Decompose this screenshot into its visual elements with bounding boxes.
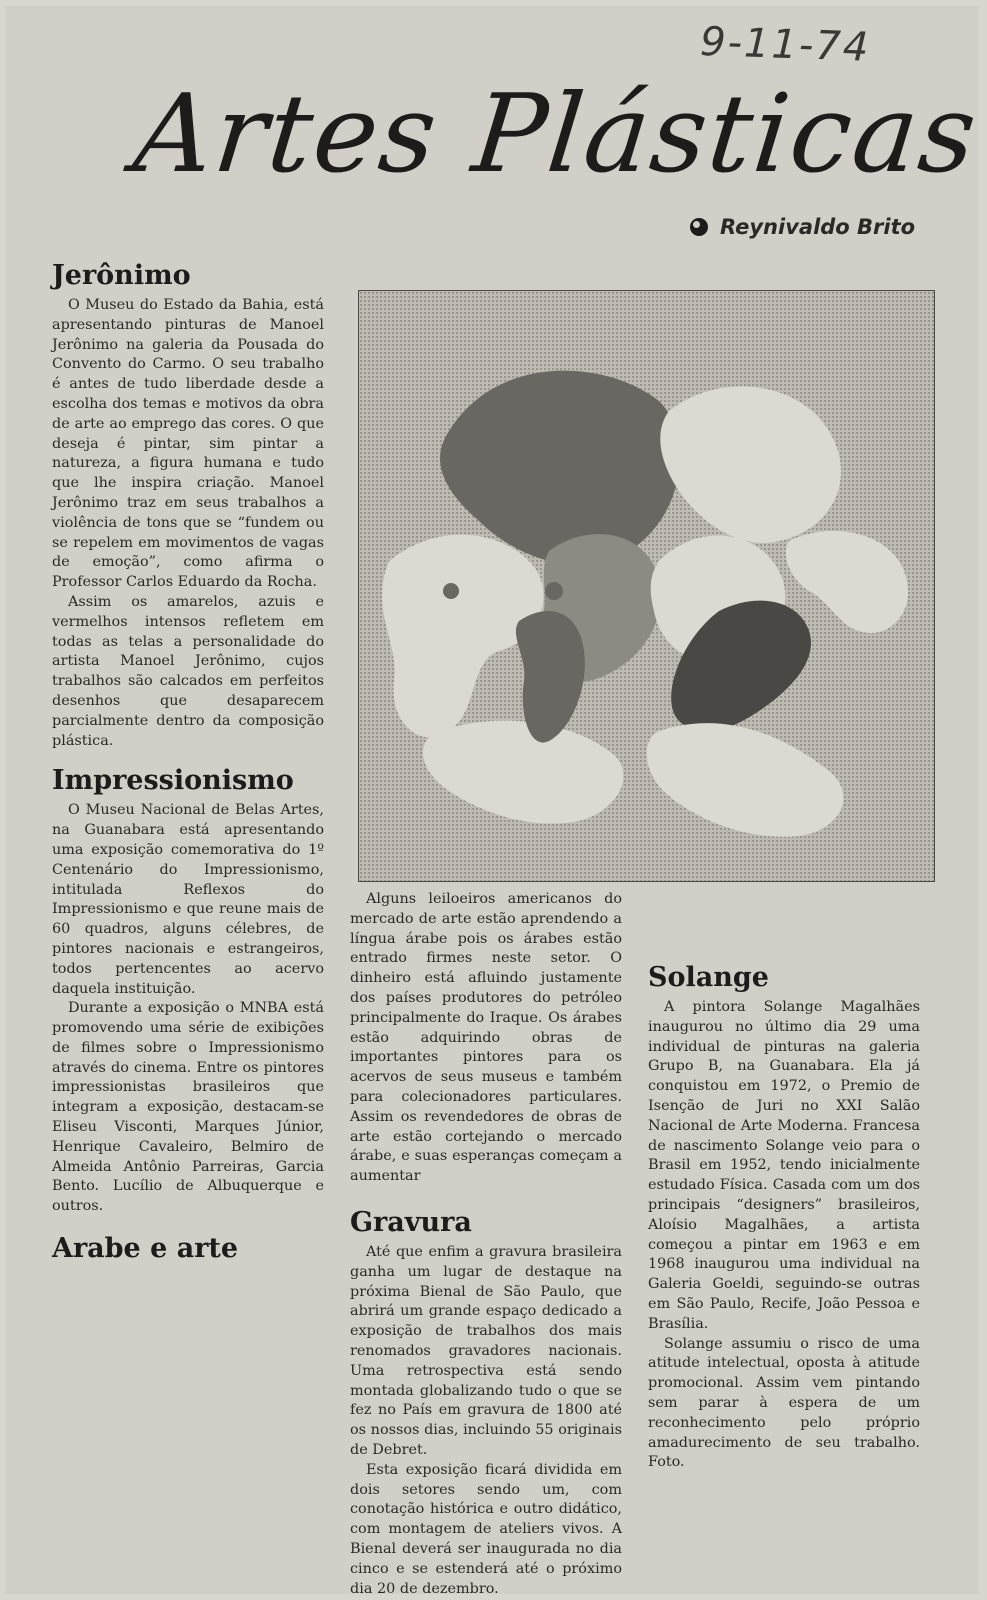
- section-title-arabe: Arabe e arte: [52, 1233, 239, 1265]
- bullet-icon: [690, 218, 708, 236]
- byline: [690, 212, 940, 242]
- section-title-jeronimo: Jerônimo: [52, 260, 191, 291]
- section-title-gravura: Gravura: [350, 1206, 472, 1238]
- paragraph: Alguns leiloeiros americanos do mercado de arte estão aprendendo a língua árabe pois os árabes estão entrado firmes neste setor. O dinheiro está afluindo justamente dos países produtores do petróleo principalmente do Iraque. Os árabes estão adquirindo obras de importantes pintores para os acervos de seus museus e também para colecionadores particulares. Assim os revendedores de obras de arte estão cortejando o mercado árabe, e suas esperanças começam a aumentar: [350, 891, 622, 1185]
- handwritten-date: 9-11-74: [699, 18, 872, 71]
- abstract-painting: [359, 291, 934, 881]
- paragraph: Até que enfim a gravura brasileira ganha um lugar de destaque na próxima Bienal de São Paulo, que abrirá um grande espaço dedicado a exposição de trabalhos dos mais renomados gravadores nacionais. Uma retrospectiva está sendo montada globalizando tudo o que se fez no País em gravura de 1800 até os nossos dias, incluindo 55 originais de Debret.: [350, 1243, 622, 1458]
- paragraph: A pintora Solange Magalhães inaugurou no último dia 29 uma individual de pinturas na galeria Grupo B, na Guanabara. Ela já conquistou em 1972, o Premio de Isenção de Juri no XXI Salão Nacional de Arte Moderna. Francesa de nascimento Solange veio para o Brasil em 1952, tendo inicialmente estudado Física. Casada com um dos principais “designers” brasileiros, Aloísio Magalhães, a artista começou a pintar em 1963 e em 1968 inaugurou uma individual na Galeria Goeldi, seguindo-se outras em São Paulo, Recife, João Pessoa e Brasília.: [648, 999, 920, 1332]
- paragraph: Esta exposição ficará dividida em dois setores sendo um, com conotação histórica e outro didático, com montagem de ateliers vivos. A Bienal deverá ser inaugurada no dia cinco e se estenderá até o próximo dia 20 de dezembro.: [350, 1461, 622, 1597]
- section-title-solange: Solange: [648, 962, 769, 993]
- author-name: Reynivaldo Brito: [720, 215, 916, 239]
- arabe-start: [52, 1405, 324, 1535]
- paragraph: O Museu Nacional de Belas Artes, na Guanabara está apresentando uma exposição comemorativa do 1º Centenário do Impressionismo, intitulada Reflexos do Impressionismo e que reune mais de 60 quadros, alguns célebres, de pintores nacionais e estrangeiros, todos pertencentes ao acervo daquela instituição.: [52, 802, 324, 997]
- column-right: [648, 960, 920, 1473]
- column-left: [52, 258, 324, 1269]
- paragraph: Assim os amarelos, azuis e vermelhos intensos refletem em todas as telas a personalidade do artista Manoel Jerônimo, cujos trabalhos são calcados em perfeitos desenhos que desaparecem parcialmente dentro da composição plástica.: [52, 593, 324, 749]
- artwork-photo: [358, 290, 935, 882]
- page-title: Artes Plásticas: [128, 72, 984, 197]
- paragraph: Solange assumiu o risco de uma atitude intelectual, oposta à atitude promocional. Assim vem pintando sem parar à espera de um reconhecimento pelo próprio amadurecimento de seu trabalho. Foto.: [648, 1335, 920, 1471]
- paragraph: Durante a exposição o MNBA está promovendo uma série de exibições de filmes sobre o Impressionismo através do cinema. Entre os pintores impressionistas brasileiros que integram a exposição, destacam-se Eliseu Visconti, Marques Júnior, Henrique Cavaleiro, Belmiro de Almeida Antônio Parreiras, Garcia Bento. Lucílio de Albuquerque e outros.: [52, 1000, 324, 1215]
- paragraph: O Museu do Estado da Bahia, está apresentando pinturas de Manoel Jerônimo na galeria da Pousada do Convento do Carmo. O seu trabalho é antes de tudo liberdade desde a escolha dos temas e motivos da obra de arte ao emprego das cores. O que deseja é pintar, sim pintar a natureza, a figura humana e tudo que lhe inspira criação. Manoel Jerônimo traz em seus trabalhos a violência de tons que se “fundem ou se repelem em movimentos de vagas de emoção”, como afirma o Professor Carlos Eduardo da Rocha.: [52, 297, 324, 591]
- section-title-impressionismo: Impressionismo: [52, 765, 294, 797]
- column-middle: [350, 890, 622, 1599]
